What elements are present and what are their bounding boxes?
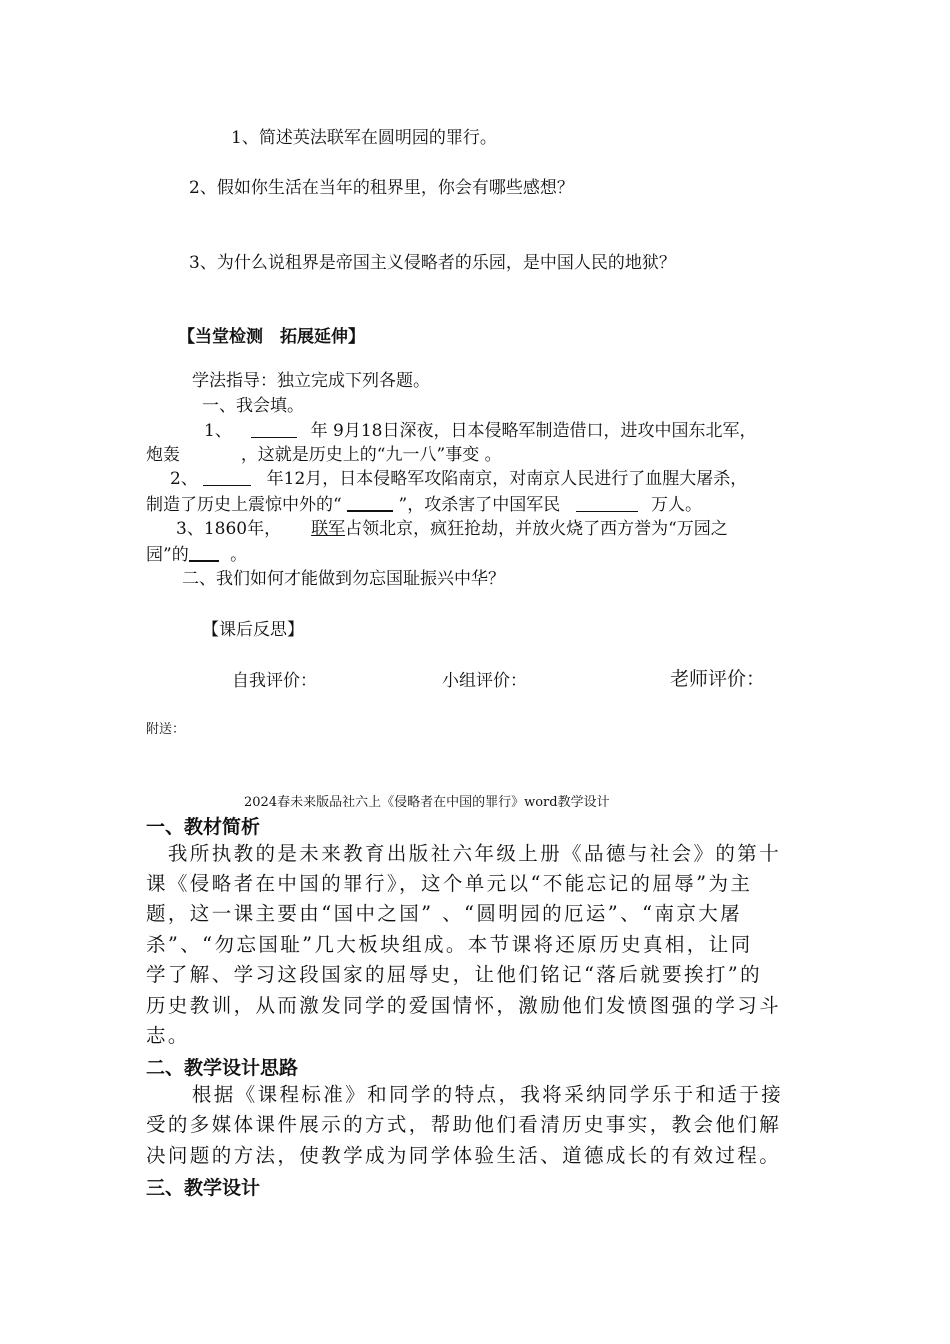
section-1-paragraph-line: 志。 <box>146 1024 190 1047</box>
study-guide: 学法指导：独立完成下列各题。 <box>192 371 430 391</box>
section-1-heading: 一、教材简析 <box>146 816 261 838</box>
reflection-heading: 【课后反思】 <box>202 620 304 640</box>
discussion-question: 二、我们如何才能做到勿忘国耻振兴中华？ <box>182 569 505 589</box>
blank-event <box>347 493 393 512</box>
fill-item-2-text-b3: 万人。 <box>651 495 703 515</box>
fill-item-2-line-2 <box>146 493 702 516</box>
fill-item-3-text-a3: 占领北京，疯狂抢劫，并放火烧了西方誉为“万园之 <box>345 519 728 539</box>
fill-item-3-text-b1: 园”的 <box>146 545 189 565</box>
fill-item-2-number: 2、 <box>170 469 198 489</box>
section-1-paragraph-line: 题，这一课主要由“国中之国” 、“圆明园的厄运”、“南京大屠 <box>146 902 743 925</box>
fill-item-3-text-a1: 3、1860年， <box>176 519 282 539</box>
fill-item-1-number: 1、 <box>204 421 232 441</box>
question-2: 2、假如你生活在当年的租界里，你会有哪些感想？ <box>189 178 574 198</box>
fill-item-2-text-b2: ”，攻杀害了中国军民 <box>398 495 561 515</box>
fill-item-2-line-1 <box>170 468 747 490</box>
fill-item-3-text-a2: 联军 <box>311 519 346 539</box>
fill-item-1-text-a: 年 9月18日深夜，日本侵略军制造借口，进攻中国东北军， <box>310 421 757 441</box>
blank-target-1 <box>185 444 235 462</box>
fill-item-1-text-b1: 炮轰 <box>146 445 180 465</box>
fill-item-3-text-b2: 。 <box>230 545 248 565</box>
section-2-heading: 二、教学设计思路 <box>146 1057 299 1079</box>
check-heading: 【当堂检测 拓展延伸】 <box>178 327 365 347</box>
fill-item-3-line-2 <box>146 543 247 566</box>
question-3: 3、为什么说租界是帝国主义侵略者的乐园，是中国人民的地狱？ <box>189 253 676 273</box>
section-2-paragraph-line: 决问题的方法，使教学成为同学体验生活、道德成长的有效过程。 <box>146 1144 782 1167</box>
fill-item-3-line-1 <box>176 518 728 540</box>
group-evaluation-label: 小组评价： <box>442 671 527 691</box>
fill-item-1-text-b2: ，这就是历史上的“九一八”事变 。 <box>240 445 502 465</box>
fill-item-1-line-1 <box>204 420 757 442</box>
section-3-heading: 三、教学设计 <box>146 1177 261 1199</box>
fill-item-2-text-a: 年12月，日本侵略军攻陷南京，对南京人民进行了血腥大屠杀， <box>266 469 748 489</box>
blank-garden <box>189 543 219 562</box>
section-1-paragraph-line: 杀”、“勿忘国耻”几大板块组成。本节课将还原历史真相，让同 <box>146 933 753 956</box>
blank-year-2 <box>203 468 251 486</box>
appendix-label: 附送： <box>146 722 186 737</box>
section-2-paragraph-line: 根据《课程标准》和同学的特点，我将采纳同学乐于和适于接 <box>170 1083 784 1106</box>
self-evaluation-label: 自我评价： <box>232 671 317 691</box>
fill-item-2-text-b1: 制造了历史上震惊中外的“ <box>146 495 342 515</box>
blank-count <box>576 494 638 512</box>
fill-in-title: 一、我会填。 <box>202 396 304 416</box>
teacher-evaluation-label: 老师评价： <box>670 668 766 690</box>
blank-year-1 <box>251 420 297 438</box>
question-1: 1、简述英法联军在圆明园的罪行。 <box>231 128 497 148</box>
section-1-paragraph-line: 我所执教的是未来教育出版社六年级上册《品德与社会》的第十 <box>146 842 782 865</box>
section-1-paragraph-line: 学了解、学习这段国家的屈辱史，让他们铭记“落后就要挨打”的 <box>146 963 763 986</box>
section-2-paragraph-line: 受的多媒体课件展示的方式，帮助他们看清历史事实，教会他们解 <box>146 1113 782 1136</box>
section-1-paragraph-line: 历史教训，从而激发同学的爱国情怀，激励他们发愤图强的学习斗 <box>146 994 782 1017</box>
appendix-document-title: 2024春未来版品社六上《侵略者在中国的罪行》word教学设计 <box>244 795 610 810</box>
section-1-paragraph-line: 课《侵略者在中国的罪行》，这个单元以“不能忘记的屈辱”为主 <box>146 872 753 895</box>
fill-item-1-line-2 <box>146 444 502 466</box>
